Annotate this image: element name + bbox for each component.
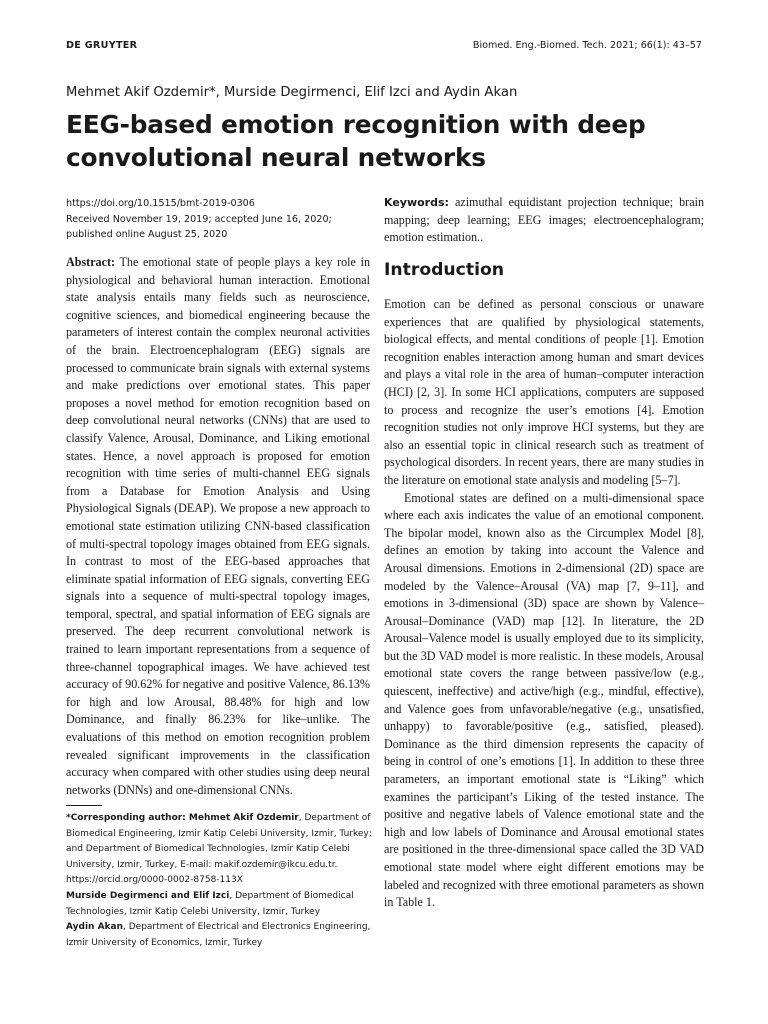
- footnote-second-text: , Department of Biomedical Technologies, Izmir Katip Celebi University, Izmir, Turkey: [66, 890, 354, 917]
- introduction-section: [384, 296, 704, 912]
- footnote-corresponding-label: *Corresponding author: Mehmet Akif Ozdemir: [66, 813, 299, 823]
- journal-citation: Biomed. Eng.-Biomed. Tech. 2021; 66(1): 43–57: [472, 40, 702, 51]
- author-list: Mehmet Akif Ozdemir*, Murside Degirmenci, Elif Izci and Aydin Akan: [66, 85, 518, 100]
- doi-link[interactable]: https://doi.org/10.1515/bmt-2019-0306: [66, 198, 255, 209]
- keywords-text: azimuthal equidistant projection technique; brain mapping; deep learning; EEG images; electroencephalogram; emotion estimation..: [384, 195, 704, 245]
- footnote-corresponding-text: , Department of Biomedical Engineering, Izmir Katip Celebi University, Izmir, Turkey; and Department of Biomedical Technologies, Izmir Katip Celebi University, Izmir, Turkey, E-mail: makif.ozdemir@ikcu.edu.tr. https://orcid.org/0000-0002-8758-113X: [66, 813, 372, 886]
- footnote-second: [66, 889, 376, 920]
- footnote-third-text: , Department of Electrical and Electronics Engineering, Izmir University of Economics, Izmir, Turkey: [66, 922, 371, 948]
- footnote-third-label: Aydin Akan: [66, 922, 124, 933]
- introduction-heading: Introduction: [384, 260, 505, 280]
- footnote-second-label: Murside Degirmenci and Elif Izci: [66, 890, 230, 901]
- publisher-name: DE GRUYTER: [66, 40, 138, 51]
- received-date: Received November 19, 2019; accepted June 16, 2020;: [66, 213, 332, 225]
- article-meta: [66, 196, 386, 243]
- footnote-corresponding: [66, 811, 376, 889]
- footnote-divider: [66, 805, 102, 806]
- abstract-label: Abstract:: [66, 255, 116, 269]
- keywords-label: Keywords:: [384, 196, 449, 209]
- footnote-third: [66, 920, 376, 951]
- author-footnotes: [66, 811, 376, 951]
- abstract-section: [66, 254, 370, 799]
- keywords-section: [384, 194, 704, 247]
- keywords-paragraph: [384, 194, 704, 247]
- running-header: [66, 40, 702, 56]
- abstract-text: The emotional state of people plays a key role in physiological and behavioral human interaction. Emotional state analysis entails many fields such as neuroscience, cognitive sciences, and biomedical engineering because the parameters of interest contain the complex neuronal activities of the brain. Electroencephalogram (EEG) signals are processed to communicate brain signals with external systems and make predictions over emotional states. This paper proposes a novel method for emotion recognition based on deep convolutional neural networks (CNNs) that are used to classify Valence, Arousal, Dominance, and Liking emotional states. Hence, a novel approach is proposed for emotion recognition with time series of multi-channel EEG signals from a Database for Emotion Analysis and Using Physiological Signals (DEAP). We propose a new approach to emotional state estimation utilizing CNN-based classification of multi-spectral topology images obtained from EEG signals. In contrast to most of the EEG-based approaches that eliminate spatial information of EEG signals, converting EEG signals into a sequence of multi-spectral topology images, temporal, spectral, and spatial information of EEG signals are preserved. The deep recurrent convolutional network is trained to learn important representations from a sequence of three-channel topographical images. We have achieved test accuracy of 90.62% for negative and positive Valence, 86.13% for high and low Arousal, 88.48% for high and low Dominance, and finally 86.23% for like–unlike. The evaluations of this method on emotion recognition problem revealed significant improvements in the classification accuracy when compared with other studies using deep neural networks (DNNs) and one-dimensional CNNs.: [66, 255, 370, 797]
- published-date: published online August 25, 2020: [66, 229, 228, 241]
- paper-title: EEG-based emotion recognition with deep convolutional neural networks: [66, 110, 646, 172]
- intro-paragraph-2: Emotional states are defined on a multi-dimensional space where each axis indicates the value of an emotional component. The bipolar model, known also as the Circumplex Model [8], defines an emotion by taking into account the Valence and Arousal dimensions. Emotions in 2-dimensional (2D) space are modeled by the Valence–Arousal (VA) map [7, 9–11], and emotions in 3-dimensional (3D) space are shown by Valence–Arousal–Dominance (VAD) map [12]. In literature, the 2D Arousal–Valence model is usually employed due to its simplicity, but the 3D VAD model is more realistic. In these models, Arousal emotional state covers the range between passive/low (e.g., quiescent, ineffective) and active/high (e.g., mindful, effective), and Valence goes from unfavorable/negative (e.g., unsatisfied, unhappy) to favorable/positive (e.g., satisfied, pleased). Dominance as the third dimension represents the capacity of being in control of one’s emotions [1]. In addition to these three parameters, an important emotional state is “Liking” which examines the participant’s Liking of the tested instance. The positive and negative labels of Valence emotional state and the high and low labels of Dominance and Arousal emotional states are positioned in the three-dimensional space called the 3D VAD emotional state model where eight different emotions may be labeled and recognized with three emotional parameters as shown in Table 1.: [384, 490, 704, 910]
- intro-paragraph-1: Emotion can be defined as personal conscious or unaware experiences that are qualified by physiological statements, biological effects, and mental conditions of people [1]. Emotion recognition enables interaction among human and smart devices and plays a vital role in the area of human–computer interaction (HCI) [2, 3]. In some HCI applications, computers are supposed to process and recognize the user’s emotions [4]. Emotion recognition studies not only improve HCI systems, but they are also an essential topic in clinical research such as treatment of psychological disorders. In recent years, there are many studies in the literature on emotional state analysis and modeling [5–7].: [384, 297, 704, 487]
- abstract-paragraph: [66, 254, 370, 799]
